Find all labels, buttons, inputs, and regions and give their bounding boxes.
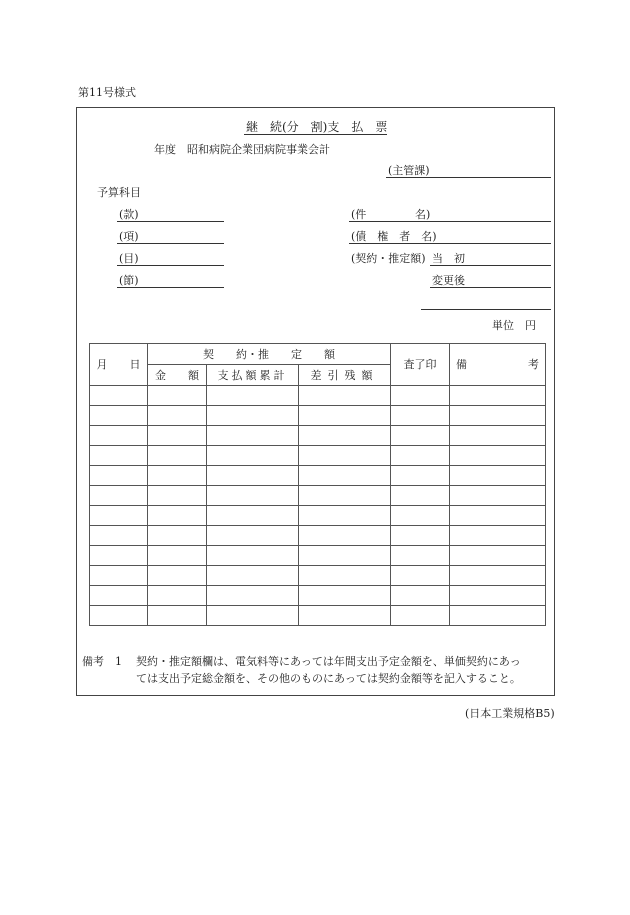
table-row — [90, 446, 546, 466]
footer-standard: (日本工業規格B5) — [465, 707, 555, 720]
table-cell[interactable] — [207, 486, 299, 506]
form-number: 第11号様式 — [78, 86, 136, 99]
budget-underline-kou — [117, 243, 224, 244]
table-cell[interactable] — [148, 566, 207, 586]
table-cell[interactable] — [299, 606, 391, 626]
table-cell[interactable] — [299, 526, 391, 546]
initial-underline — [430, 265, 551, 266]
payment-table — [89, 343, 546, 626]
table-cell[interactable] — [148, 406, 207, 426]
table-cell[interactable] — [148, 546, 207, 566]
creditor-label: (債 権 者 名) — [351, 230, 437, 243]
table-cell[interactable] — [450, 486, 546, 506]
table-cell[interactable] — [299, 546, 391, 566]
table-cell[interactable] — [207, 406, 299, 426]
table-cell[interactable] — [391, 546, 450, 566]
table-cell[interactable] — [450, 446, 546, 466]
table-cell[interactable] — [450, 426, 546, 446]
table-cell[interactable] — [148, 446, 207, 466]
section-label: (主管課) — [388, 164, 430, 177]
col-paid-total-header: 支払額累計 — [207, 365, 299, 386]
table-cell[interactable] — [450, 546, 546, 566]
table-cell[interactable] — [90, 426, 148, 446]
table-cell[interactable] — [391, 506, 450, 526]
unit-label: 単位 円 — [492, 319, 536, 332]
table-cell[interactable] — [450, 506, 546, 526]
table-cell[interactable] — [207, 466, 299, 486]
form-subtitle: 年度 昭和病院企業団病院事業会計 — [154, 143, 330, 156]
table-cell[interactable] — [148, 506, 207, 526]
table-cell[interactable] — [450, 526, 546, 546]
table-cell[interactable] — [207, 446, 299, 466]
table-row — [90, 606, 546, 626]
contract-label: (契約・推定額) — [351, 252, 426, 265]
table-cell[interactable] — [450, 466, 546, 486]
notes-line-1: 契約・推定額欄は、電気料等にあっては年間支出予定金額を、単価契約にあっ — [136, 655, 521, 668]
table-cell[interactable] — [207, 506, 299, 526]
table-cell[interactable] — [207, 546, 299, 566]
col-remarks-header: 備 考 — [450, 344, 546, 386]
table-cell[interactable] — [90, 506, 148, 526]
table-row — [90, 546, 546, 566]
table-cell[interactable] — [148, 526, 207, 546]
budget-underline-setsu — [117, 287, 224, 288]
title-underline — [244, 134, 387, 135]
table-cell[interactable] — [450, 606, 546, 626]
table-cell[interactable] — [90, 446, 148, 466]
budget-underline-moku — [117, 265, 224, 266]
budget-item-kou: (項) — [119, 230, 139, 243]
table-cell[interactable] — [207, 566, 299, 586]
budget-item-kan: (款) — [119, 208, 139, 221]
table-cell[interactable] — [90, 466, 148, 486]
table-row — [90, 486, 546, 506]
case-label-left: (件 — [351, 208, 367, 221]
table-cell[interactable] — [299, 486, 391, 506]
table-cell[interactable] — [90, 586, 148, 606]
table-cell[interactable] — [299, 426, 391, 446]
budget-item-setsu: (節) — [119, 274, 139, 287]
table-cell[interactable] — [391, 386, 450, 406]
table-row — [90, 526, 546, 546]
table-cell[interactable] — [90, 406, 148, 426]
table-cell[interactable] — [299, 566, 391, 586]
col-contract-group-header: 契 約・推 定 額 — [148, 344, 391, 365]
section-underline — [386, 177, 551, 178]
table-cell[interactable] — [391, 486, 450, 506]
table-cell[interactable] — [148, 586, 207, 606]
table-row — [90, 406, 546, 426]
table-cell[interactable] — [90, 526, 148, 546]
table-cell[interactable] — [391, 586, 450, 606]
table-cell[interactable] — [90, 566, 148, 586]
form-title: 継 続(分 割)支 払 票 — [246, 120, 388, 134]
table-cell[interactable] — [148, 486, 207, 506]
case-underline — [349, 221, 551, 222]
notes-line-2: ては支出予定総金額を、その他のものにあっては契約金額等を記入すること。 — [136, 672, 521, 685]
revised-underline — [430, 287, 551, 288]
case-label-right: 名) — [415, 208, 431, 221]
table-cell[interactable] — [148, 466, 207, 486]
table-row — [90, 386, 546, 406]
table-cell[interactable] — [90, 606, 148, 626]
revised-label: 変更後 — [432, 274, 465, 287]
table-cell[interactable] — [207, 386, 299, 406]
budget-item-moku: (目) — [119, 252, 139, 265]
table-cell[interactable] — [90, 486, 148, 506]
table-cell[interactable] — [299, 406, 391, 426]
extra-underline — [421, 309, 551, 310]
budget-underline-kan — [117, 221, 224, 222]
col-date-header: 月 日 — [90, 344, 148, 386]
table-cell[interactable] — [391, 426, 450, 446]
creditor-underline — [349, 243, 551, 244]
table-row — [90, 566, 546, 586]
col-amount-header: 金 額 — [148, 365, 207, 386]
table-cell[interactable] — [148, 606, 207, 626]
col-balance-header: 差引残額 — [299, 365, 391, 386]
table-cell[interactable] — [148, 426, 207, 446]
table-row — [90, 506, 546, 526]
table-cell[interactable] — [391, 526, 450, 546]
table-cell[interactable] — [450, 566, 546, 586]
table-cell[interactable] — [299, 506, 391, 526]
table-cell[interactable] — [90, 546, 148, 566]
table-cell[interactable] — [391, 606, 450, 626]
table-cell[interactable] — [391, 446, 450, 466]
table-cell[interactable] — [207, 426, 299, 446]
table-cell[interactable] — [299, 446, 391, 466]
table-cell[interactable] — [207, 606, 299, 626]
table-cell[interactable] — [450, 586, 546, 606]
table-cell[interactable] — [299, 386, 391, 406]
table-row — [90, 586, 546, 606]
notes-label: 備考 1 — [82, 655, 122, 668]
table-cell[interactable] — [299, 466, 391, 486]
col-inspection-header: 査了印 — [391, 344, 450, 386]
budget-heading: 予算科目 — [97, 186, 141, 199]
table-row — [90, 466, 546, 486]
table-cell[interactable] — [450, 406, 546, 426]
initial-label: 当 初 — [432, 252, 465, 265]
table-cell[interactable] — [299, 586, 391, 606]
table-cell[interactable] — [391, 466, 450, 486]
table-cell[interactable] — [391, 566, 450, 586]
table-row — [90, 426, 546, 446]
table-cell[interactable] — [207, 526, 299, 546]
table-cell[interactable] — [391, 406, 450, 426]
table-cell[interactable] — [90, 386, 148, 406]
table-cell[interactable] — [148, 386, 207, 406]
table-header-row — [90, 344, 546, 365]
table-cell[interactable] — [207, 586, 299, 606]
table-cell[interactable] — [450, 386, 546, 406]
